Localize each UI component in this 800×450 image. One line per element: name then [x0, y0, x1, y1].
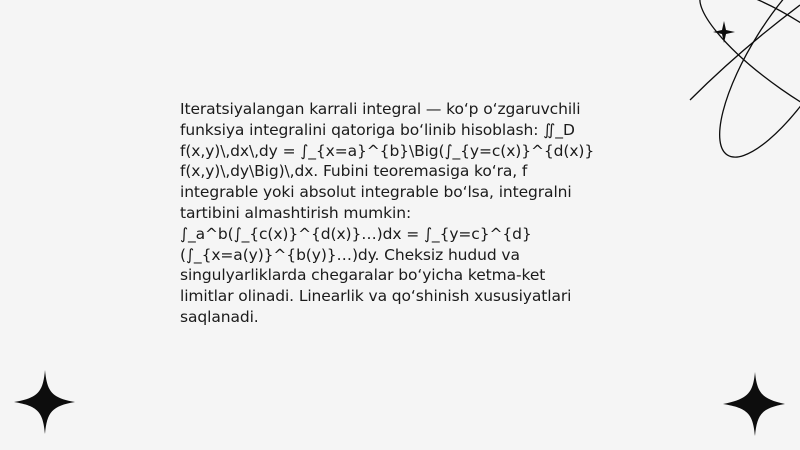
text-line: f(x,y)\,dx\,dy = ∫_{x=a}^{b}\Big(∫_{y=c(x)}^{d(x)}	[180, 141, 595, 160]
text-line: ∫_a^b(∫_{c(x)}^{d(x)}…)dx = ∫_{y=c}^{d}	[180, 224, 532, 243]
text-line: singulyarliklarda chegaralar bo‘yicha ketma-ket	[180, 266, 546, 285]
text-line: funksiya integralini qatoriga bo‘linib hisoblash: ∬_D	[180, 120, 575, 139]
text-line: integrable yoki absolut integrable bo‘lsa, integralni	[180, 183, 572, 202]
text-line: limitlar olinadi. Linearlik va qo‘shinish xususiyatlari	[180, 287, 572, 306]
text-line: f(x,y)\,dy\Big)\,dx. Fubini teoremasiga ko‘ra, f	[180, 162, 528, 181]
text-line: saqlanadi.	[180, 307, 259, 326]
text-line: Iteratsiyalangan karrali integral — ko‘p o‘zgaruvchili	[180, 100, 581, 118]
text-line: tartibini almashtirish mumkin:	[180, 203, 412, 222]
text-line: (∫_{x=a(y)}^{b(y)}…)dy. Cheksiz hudud va	[180, 245, 520, 264]
body-paragraph	[180, 99, 625, 328]
